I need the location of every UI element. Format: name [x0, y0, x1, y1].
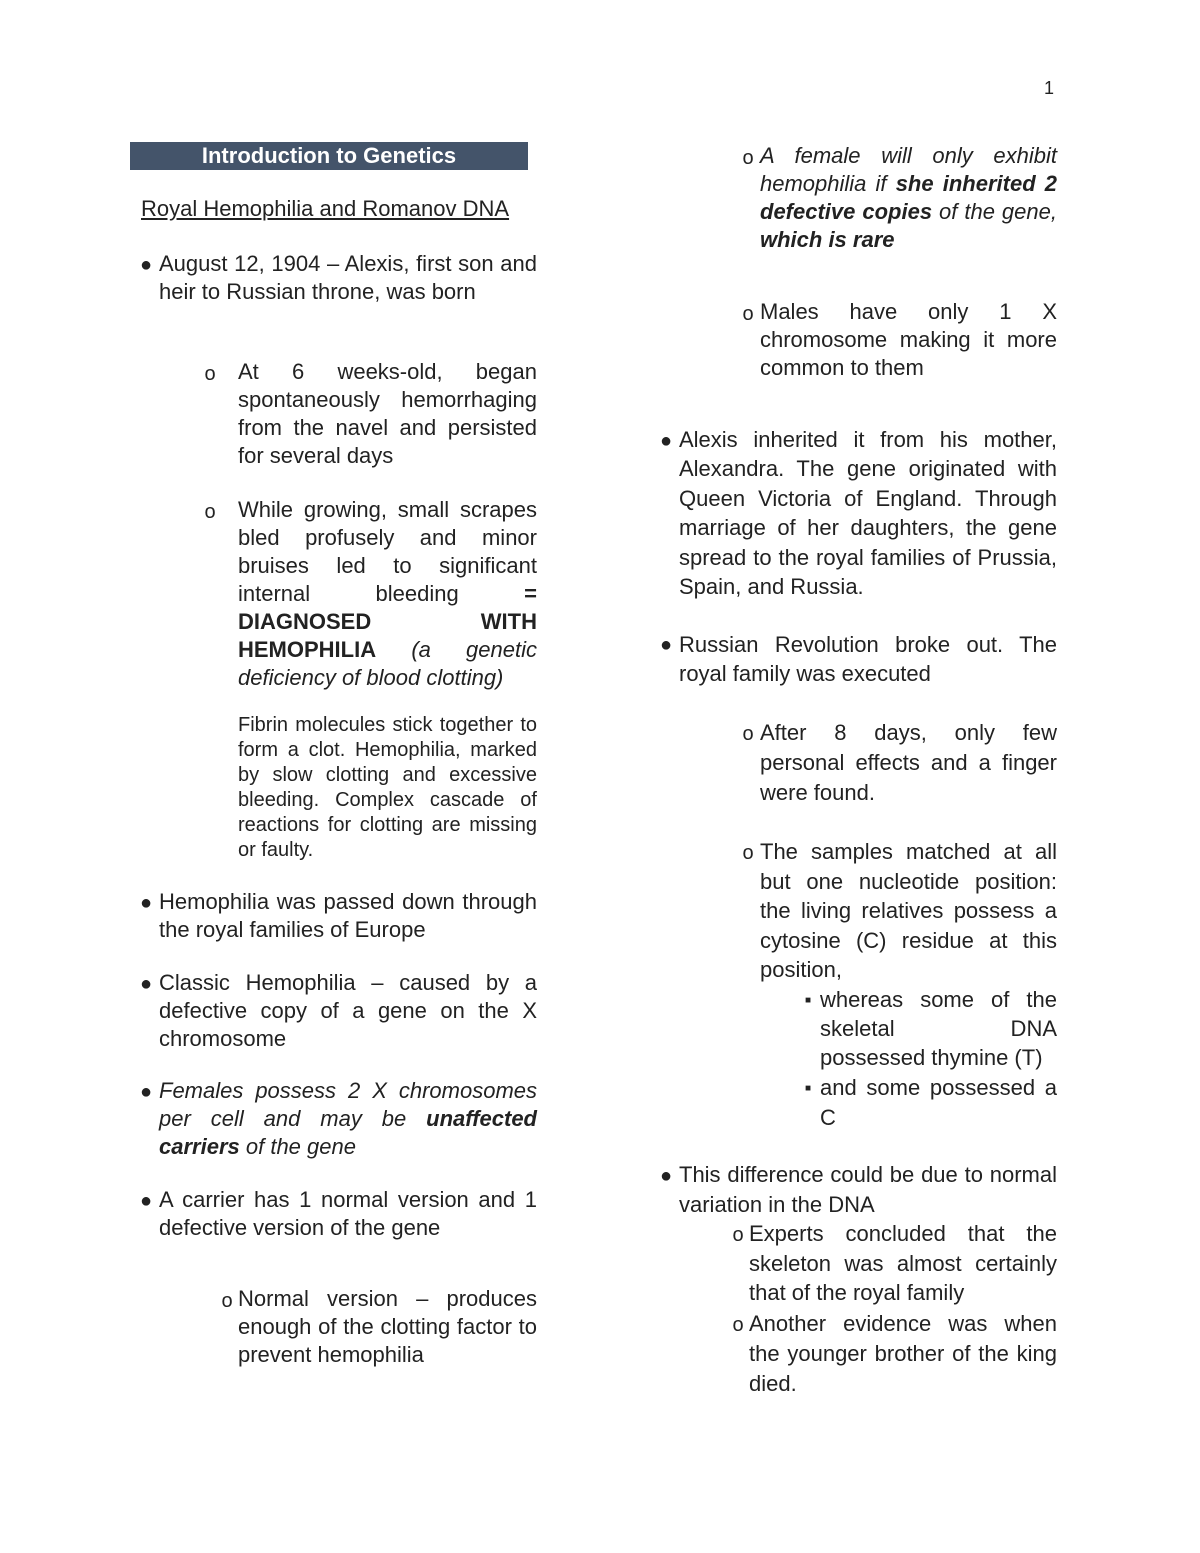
page-number: 1: [1044, 78, 1055, 98]
female-exhibit-rare: which is rare: [760, 227, 895, 252]
bullet-circle: o: [221, 1290, 233, 1312]
bullet-square: ■: [804, 995, 812, 1006]
bullet-dot: ●: [659, 1165, 673, 1187]
right-bullet-alexis-inherited: Alexis inherited it from his mother, Alexandra. The gene originated with Queen Victoria of England. Through marriage of her daughters, the gene spread to the royal families of Prussia, Spain, and Russia.: [679, 427, 1057, 600]
right-sub-males: Males have only 1 X chromosome making it more common to them: [760, 299, 1057, 380]
left-sub-hemorrhaging: At 6 weeks-old, began spontaneously hemorrhaging from the navel and persisted for several days: [238, 359, 537, 468]
right-tert-cytosine: and some possessed a C: [820, 1075, 1057, 1130]
bullet-dot: ●: [139, 1190, 153, 1212]
bullet-dot: ●: [139, 973, 153, 995]
diagnosis-bold: = DIAGNOSED WITH HEMOPHILIA: [238, 581, 537, 662]
right-sub-samples: The samples matched at all but one nucleotide position: the living relatives possess a cytosine (C) residue at this position,: [760, 839, 1057, 982]
bullet-circle: o: [742, 303, 754, 325]
left-bullet-females: [159, 1077, 537, 1161]
diagnosis-italic: (a genetic deficiency of blood clotting): [238, 637, 537, 690]
bullet-dot: ●: [659, 430, 673, 452]
right-bullet-revolution: Russian Revolution broke out. The royal family was executed: [679, 632, 1057, 686]
left-sub-normal-version: Normal version – produces enough of the clotting factor to prevent hemophilia: [238, 1286, 537, 1367]
diagnosis-text: While growing, small scrapes bled profusely and minor bruises led to significant internal bleeding: [238, 497, 537, 606]
left-bullet-birth: August 12, 1904 – Alexis, first son and heir to Russian throne, was born: [159, 251, 537, 304]
section-subtitle: Royal Hemophilia and Romanov DNA: [141, 196, 510, 221]
bullet-dot: ●: [139, 892, 153, 914]
fibrin-note: Fibrin molecules stick together to form a clot. Hemophilia, marked by slow clotting and excessive bleeding. Complex cascade of reactions for clotting are missing or faulty.: [238, 714, 537, 861]
bullet-dot: ●: [659, 634, 673, 656]
bullet-square: ■: [804, 1083, 812, 1094]
left-bullet-classic: Classic Hemophilia – caused by a defective copy of a gene on the X chromosome: [159, 970, 537, 1051]
bullet-circle: o: [732, 1224, 744, 1246]
females-text: Females possess 2 X chromosomes per cell and may be: [159, 1078, 537, 1131]
bullet-circle: o: [204, 363, 216, 385]
left-bullet-passed-down: Hemophilia was passed down through the royal families of Europe: [159, 889, 537, 942]
female-exhibit-mid: of the gene,: [939, 199, 1057, 224]
page-title: Introduction to Genetics: [130, 142, 528, 170]
bullet-dot: ●: [139, 254, 153, 276]
bullet-circle: o: [742, 842, 754, 864]
female-exhibit-bold: she inherited 2 defective copies: [760, 171, 1057, 224]
right-sub-female-exhibit: [760, 142, 1057, 254]
right-sub-another-evidence: Another evidence was when the younger brother of the king died.: [749, 1311, 1057, 1396]
females-end: of the gene: [245, 1134, 356, 1159]
bullet-circle: o: [742, 723, 754, 745]
bullet-circle: o: [204, 501, 216, 523]
female-exhibit-text: A female will only exhibit hemophilia if: [760, 143, 1057, 196]
left-sub-diagnosis: [238, 496, 537, 692]
bullet-dot: ●: [139, 1081, 153, 1103]
right-tert-thymine: whereas some of the skeletal DNA possessed thymine (T): [820, 987, 1057, 1071]
bullet-circle: o: [742, 147, 754, 169]
right-sub-experts: Experts concluded that the skeleton was almost certainly that of the royal family: [749, 1221, 1057, 1305]
right-bullet-difference: This difference could be due to normal variation in the DNA: [679, 1162, 1057, 1217]
left-bullet-carrier: A carrier has 1 normal version and 1 defective version of the gene: [159, 1187, 537, 1240]
bullet-circle: o: [732, 1314, 744, 1336]
right-sub-after-8-days: After 8 days, only few personal effects and a finger were found.: [760, 720, 1057, 805]
females-bold: unaffected carriers: [159, 1106, 537, 1159]
